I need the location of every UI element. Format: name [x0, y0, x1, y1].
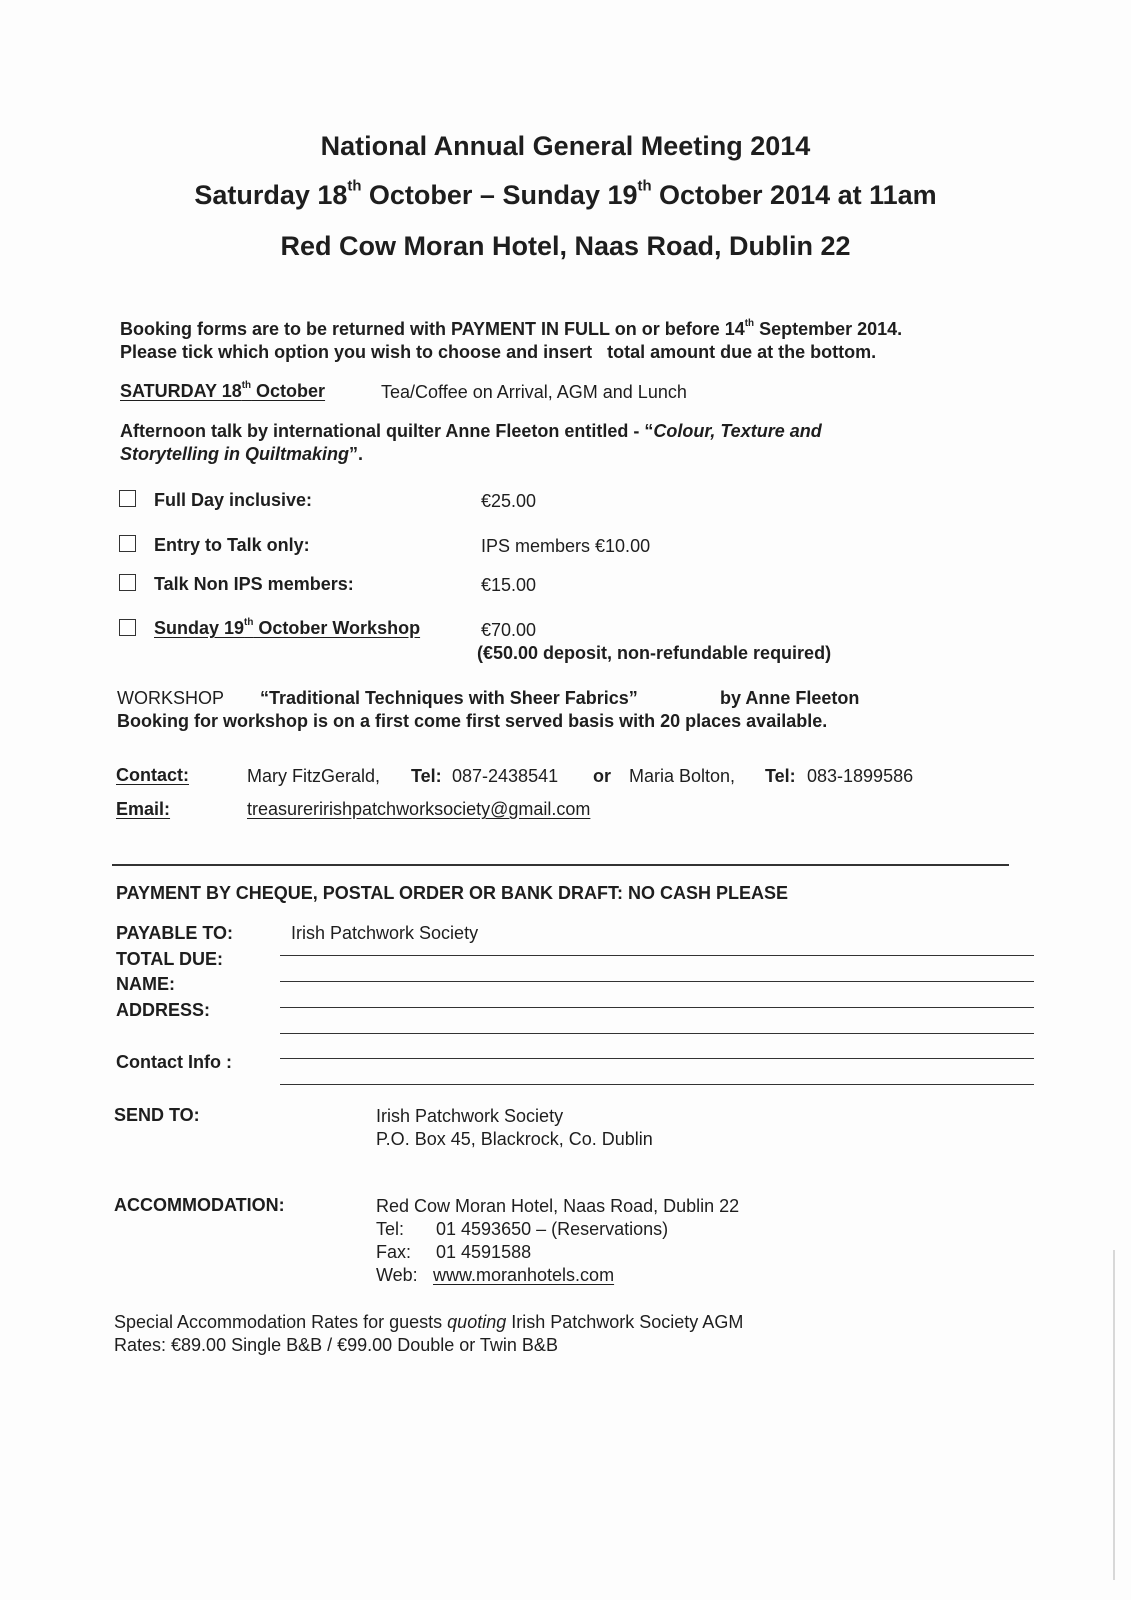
contact-label: Contact:: [116, 765, 189, 785]
dates-part-c: October 2014 at 11am: [651, 180, 937, 210]
meeting-dates: [0, 180, 1131, 211]
workshop-title: “Traditional Techniques with Sheer Fabrics”: [260, 688, 638, 708]
contact-or: or: [593, 766, 611, 786]
dates-part-a: Saturday 18: [194, 180, 348, 210]
dates-sup-1: th: [347, 178, 362, 195]
total-due-label: TOTAL DUE:: [116, 949, 223, 969]
accommodation-hotel: Red Cow Moran Hotel, Naas Road, Dublin 22: [376, 1196, 740, 1216]
talk-line-2-end: ”.: [349, 444, 364, 464]
accommodation-web-link[interactable]: www.moranhotels.com: [433, 1265, 615, 1285]
workshop-presenter: by Anne Fleeton: [720, 688, 860, 708]
contact-tel-label-1: Tel:: [411, 766, 442, 786]
section-divider: [112, 864, 1009, 866]
send-to-label: SEND TO:: [114, 1105, 200, 1125]
option-workshop-label-a: Sunday 19: [154, 618, 245, 638]
option-workshop-price: €70.00: [481, 620, 537, 640]
saturday-label: [120, 381, 325, 402]
talk-line-2: [120, 444, 363, 465]
accommodation-fax: 01 4591588: [436, 1242, 532, 1262]
accommodation-tel: 01 4593650 – (Reservations): [436, 1219, 669, 1239]
option-talk-only-label: Entry to Talk only:: [154, 535, 310, 555]
option-workshop-label: [154, 618, 420, 639]
name-label: NAME:: [116, 974, 175, 994]
meeting-title: National Annual General Meeting 2014: [320, 131, 811, 161]
option-talk-non-members-label: Talk Non IPS members:: [154, 574, 354, 594]
workshop-label: WORKSHOP: [117, 688, 225, 708]
option-workshop-deposit-note: (€50.00 deposit, non-refundable required): [477, 643, 832, 663]
scan-edge: [1113, 1250, 1115, 1580]
option-full-day-price: €25.00: [481, 491, 537, 511]
saturday-label-a: SATURDAY 18: [120, 381, 242, 401]
address-line-2[interactable]: [280, 1058, 1034, 1059]
dates-part-b: October – Sunday 19: [361, 180, 638, 210]
address-label: ADDRESS:: [116, 1000, 211, 1020]
talk-line-1: [120, 421, 822, 442]
total-due-line[interactable]: [280, 981, 1034, 982]
contact-info-line[interactable]: [280, 1084, 1034, 1085]
option-talk-non-members-price: €15.00: [481, 575, 537, 595]
send-to-line-2: P.O. Box 45, Blackrock, Co. Dublin: [376, 1129, 653, 1149]
intro-line-1: [120, 319, 902, 340]
address-line-1[interactable]: [280, 1033, 1034, 1034]
intro-line-1-a: Booking forms are to be returned with PAYMENT IN FULL on or before 14: [120, 319, 745, 339]
talk-line-1-a: Afternoon talk by international quilter Anne Fleeton entitled - “: [120, 421, 654, 441]
contact-name-2: Maria Bolton,: [629, 766, 736, 786]
option-workshop-label-sup: th: [244, 617, 254, 629]
intro-line-2: Please tick which option you wish to choose and insert total amount due at the bottom.: [120, 342, 877, 362]
workshop-booking-note: Booking for workshop is on a first come first served basis with 20 places available.: [117, 711, 828, 731]
rates-line-1: [114, 1312, 743, 1333]
option-full-day-checkbox[interactable]: [119, 490, 136, 507]
accommodation-fax-label: Fax:: [376, 1242, 412, 1262]
name-line[interactable]: [280, 1007, 1034, 1008]
payable-to-label: PAYABLE TO:: [116, 923, 234, 943]
talk-title-part-2: Storytelling in Quiltmaking: [120, 444, 350, 464]
payment-heading: PAYMENT BY CHEQUE, POSTAL ORDER OR BANK DRAFT: NO CASH PLEASE: [116, 883, 789, 903]
contact-tel-label-2: Tel:: [765, 766, 796, 786]
option-talk-only-price: IPS members €10.00: [481, 536, 651, 556]
contact-name-1: Mary FitzGerald,: [247, 766, 381, 786]
rates-line-1-quoting: quoting: [447, 1312, 507, 1332]
contact-tel-2: 083-1899586: [807, 766, 914, 786]
intro-line-1-b: September 2014.: [754, 319, 903, 339]
payable-to-value: Irish Patchwork Society: [291, 923, 479, 943]
send-to-line-1: Irish Patchwork Society: [376, 1106, 564, 1126]
saturday-description: Tea/Coffee on Arrival, AGM and Lunch: [381, 382, 687, 402]
accommodation-web-label: Web:: [376, 1265, 418, 1285]
option-workshop-label-b: October Workshop: [253, 618, 421, 638]
email-label: Email:: [116, 799, 171, 819]
accommodation-label: ACCOMMODATION:: [114, 1195, 285, 1215]
dates-sup-2: th: [637, 178, 652, 195]
option-full-day-label: Full Day inclusive:: [154, 490, 313, 510]
option-talk-only-checkbox[interactable]: [119, 535, 136, 552]
accommodation-tel-label: Tel:: [376, 1219, 405, 1239]
contact-tel-1: 087-2438541: [452, 766, 559, 786]
talk-title-part-1: Colour, Texture and: [653, 421, 822, 441]
meeting-venue: Red Cow Moran Hotel, Naas Road, Dublin 22: [280, 231, 851, 261]
email-address[interactable]: treasureririshpatchworksociety@gmail.com: [247, 799, 591, 819]
rates-line-1-b: Irish Patchwork Society AGM: [506, 1312, 744, 1332]
option-talk-non-members-checkbox[interactable]: [119, 574, 136, 591]
payable-to-line: [280, 955, 1034, 956]
intro-line-1-sup: th: [744, 318, 755, 330]
rates-line-2: Rates: €89.00 Single B&B / €99.00 Double or Twin B&B: [114, 1335, 558, 1355]
saturday-label-b: October: [251, 381, 326, 401]
contact-info-label: Contact Info :: [116, 1052, 232, 1072]
option-workshop-checkbox[interactable]: [119, 619, 136, 636]
rates-line-1-a: Special Accommodation Rates for guests: [114, 1312, 448, 1332]
saturday-label-sup: th: [241, 380, 252, 392]
